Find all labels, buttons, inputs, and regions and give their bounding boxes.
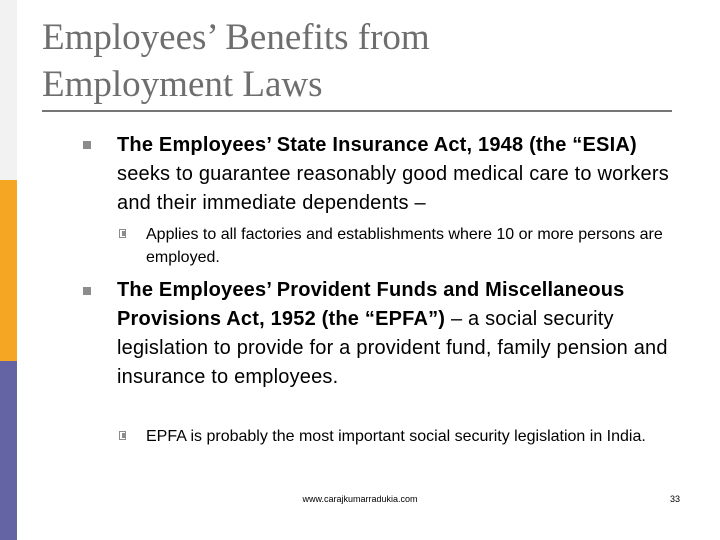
item-1-bold: The Employees’ State Insurance Act, 1948 (the “ESIA) xyxy=(117,134,637,156)
bullet-item-esia xyxy=(117,131,687,218)
page-number: 33 xyxy=(669,494,680,504)
item-2-rest: – a social security legislation to provide for a provident fund, family pension and insurance to employees. xyxy=(117,308,668,388)
title-line-2: Employment Laws xyxy=(42,64,323,105)
side-bar-top xyxy=(0,0,17,180)
title-divider xyxy=(42,110,672,112)
bullet-square-icon xyxy=(83,287,91,295)
side-bar-bottom xyxy=(0,361,17,540)
slide-title xyxy=(42,14,430,108)
footer-url: www.carajkumarradukia.com xyxy=(302,494,418,504)
bullet-item-epfa xyxy=(117,276,687,392)
sub-bullet-icon xyxy=(119,229,126,238)
bullet-square-icon xyxy=(83,141,91,149)
sub-bullet-icon xyxy=(119,431,126,440)
side-bar-middle xyxy=(0,180,17,361)
item-1-rest: seeks to guarantee reasonably good medical care to workers and their immediate dependents – xyxy=(117,163,669,214)
item-2-bold: The Employees’ Provident Funds and Miscellaneous Provisions Act, 1952 (the “EPFA”) xyxy=(117,279,625,330)
sub-item-epfa: EPFA is probably the most important social security legislation in India. xyxy=(146,428,646,445)
title-line-1: Employees’ Benefits from xyxy=(42,17,430,58)
sub-item-esia: Applies to all factories and establishments where 10 or more persons are employed. xyxy=(146,226,663,266)
